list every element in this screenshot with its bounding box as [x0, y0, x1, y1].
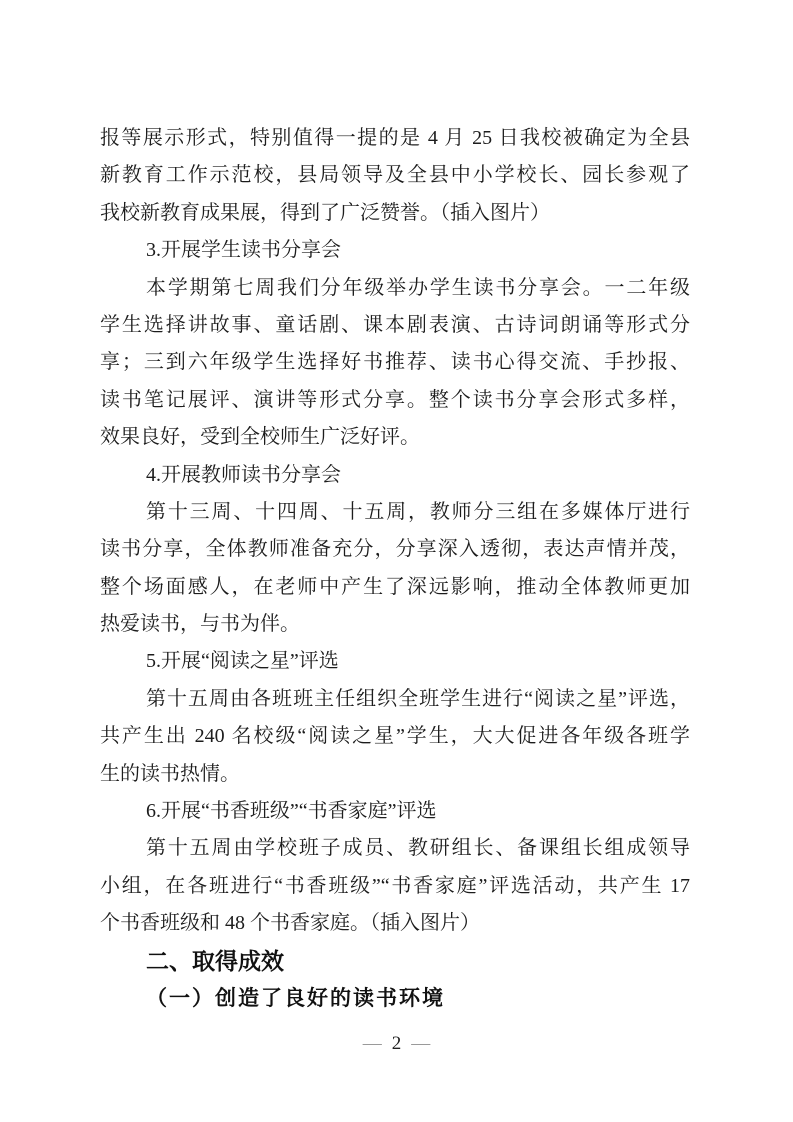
text-line: 第十三周、十四周、十五周，教师分三组在多媒体厅进行 [146, 500, 690, 523]
text-line: 享；三到六年级学生选择好书推荐、读书心得交流、手抄报、 [100, 351, 690, 374]
text-line: 学生选择讲故事、童话剧、课本剧表演、古诗词朗诵等形式分 [100, 313, 690, 336]
text-line: 5.开展“阅读之星”评选 [146, 650, 339, 673]
page-footer [0, 1032, 793, 1056]
text-line: 我校新教育成果展，得到了广泛赞誉。（插入图片） [100, 201, 550, 224]
text-line: 3.开展学生读书分享会 [146, 239, 341, 262]
text-line: 第十五周由学校班子成员、教研组长、备课组长组成领导 [146, 837, 690, 860]
text-line: 生的读书热情。 [100, 762, 240, 785]
text-line: 4.开展教师读书分享会 [146, 463, 341, 486]
text-line: 效果良好，受到全校师生广泛好评。 [100, 426, 420, 449]
text-line: 小组，在各班进行“书香班级”“书香家庭”评选活动，共产生 17 [100, 874, 690, 897]
text-line: 热爱读书，与书为伴。 [100, 613, 300, 636]
text-line: 报等展示形式，特别值得一提的是 4 月 25 日我校被确定为全县 [100, 127, 690, 149]
text-line: 读书笔记展评、演讲等形式分享。整个读书分享会形式多样， [100, 388, 690, 411]
text-line: 读书分享，全体教师准备充分，分享深入透彻，表达声情并茂， [100, 538, 690, 561]
text-line: 第十五周由各班班主任组织全班学生进行“阅读之星”评选， [146, 687, 690, 710]
text-line: （一）创造了良好的读书环境 [146, 985, 445, 1010]
text-line: 个书香班级和 48 个书香家庭。（插入图片） [100, 912, 480, 935]
text-line: 整个场面感人，在老师中产生了深远影响，推动全体教师更加 [100, 575, 690, 598]
text-line: 新教育工作示范校，县局领导及全县中小学校长、园长参观了 [100, 164, 690, 187]
text-line: 6.开展“书香班级”“书香家庭”评选 [146, 800, 437, 823]
footer-dash-left: — [362, 1033, 382, 1054]
text-line: 共产生出 240 名校级“阅读之星”学生，大大促进各年级各班学 [100, 725, 690, 748]
text-line: 二、取得成效 [146, 947, 284, 974]
text-line: 本学期第七周我们分年级举办学生读书分享会。一二年级 [146, 276, 690, 299]
page-number: 2 [391, 1033, 402, 1054]
footer-dash-right: — [411, 1033, 431, 1054]
document-body [100, 120, 690, 1017]
